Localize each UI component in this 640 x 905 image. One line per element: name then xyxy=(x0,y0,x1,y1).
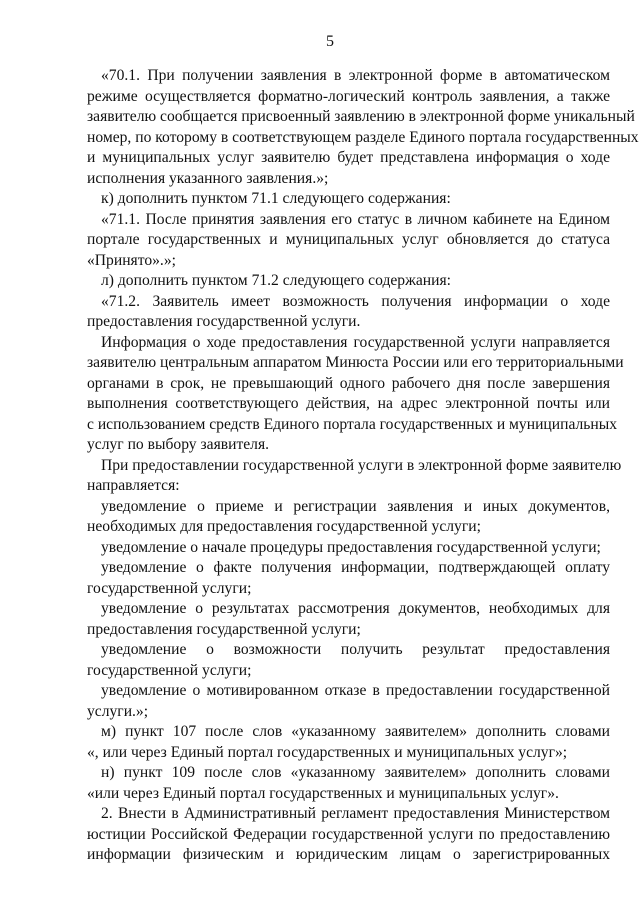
paragraph xyxy=(87,538,610,559)
paragraph xyxy=(87,456,622,497)
paragraph xyxy=(87,189,610,210)
text-line: «, или через Единый портал государственных и муниципальных услуг»; xyxy=(87,743,568,761)
paragraph xyxy=(87,66,639,189)
paragraph xyxy=(87,271,610,292)
paragraph xyxy=(87,722,610,763)
paragraph xyxy=(87,640,610,681)
text-line: уведомление о возможности получить результат предоставления xyxy=(101,641,610,658)
text-line: уведомление о приеме и регистрации заявления и иных документов, xyxy=(101,497,610,515)
text-line: уведомление о мотивированном отказе в предоставлении государственной xyxy=(101,682,610,699)
text-line: услуг по выбору заявителя. xyxy=(87,436,270,453)
text-line: уведомление о начале процедуры предоставления государственной услуги; xyxy=(101,538,601,556)
text-line: м) пункт 107 после слов «указанному заявителем» дополнить словами xyxy=(101,723,610,740)
text-line: «или через Единый портал государственных и муниципальных услуг». xyxy=(87,784,559,802)
text-line: «71.1. После принятия заявления его статус в личном кабинете на Едином xyxy=(101,210,610,228)
text-line: предоставления государственной услуги; xyxy=(87,620,361,638)
text-line: заявителю центральным аппаратом Минюста России или его территориальными xyxy=(87,354,624,371)
text-line: «71.2. Заявитель имеет возможность получения информации о ходе xyxy=(101,292,610,310)
text-line: государственной услуги; xyxy=(87,661,252,679)
text-line: юстиции Российской Федерации государственной услуги по предоставлению xyxy=(87,825,610,843)
text-line: номер, по которому в соответствующем разделе Единого портала государственных xyxy=(87,128,639,146)
text-line: заявителю сообщается присвоенный заявлению в электронной форме уникальный xyxy=(87,108,635,125)
text-line: и муниципальных услуг заявителю будет представлена информация о ходе xyxy=(87,149,610,166)
paragraph xyxy=(87,681,610,722)
text-line: Информация о ходе предоставления государственной услуги направляется xyxy=(101,333,610,351)
text-line: «70.1. При получении заявления в электронной форме в автоматическом xyxy=(101,67,610,84)
paragraph xyxy=(87,292,610,333)
text-line: к) дополнить пунктом 71.1 следующего содержания: xyxy=(101,190,451,207)
text-line: уведомление о результатах рассмотрения документов, необходимых для xyxy=(101,600,610,617)
text-line: л) дополнить пунктом 71.2 следующего содержания: xyxy=(101,272,451,289)
text-line: исполнения указанного заявления.»; xyxy=(87,169,329,187)
text-line: выполнения соответствующего действия, на адрес электронной почты или xyxy=(87,395,610,412)
text-line: органами в срок, не превышающий одного рабочего дня после завершения xyxy=(87,374,610,392)
paragraph xyxy=(87,333,624,456)
text-line: направляется: xyxy=(87,477,180,494)
paragraph xyxy=(87,763,610,804)
text-line: «Принято».»; xyxy=(87,251,176,269)
text-line: При предоставлении государственной услуги в электронной форме заявителю xyxy=(101,456,622,474)
paragraph xyxy=(87,804,610,866)
paragraph xyxy=(87,558,610,599)
document-body xyxy=(87,66,639,866)
text-line: информации физическим и юридическим лицам о зарегистрированных xyxy=(87,846,610,863)
text-line: услуги.»; xyxy=(87,702,149,720)
text-line: с использованием средств Единого портала государственных и муниципальных xyxy=(87,415,618,433)
text-line: необходимых для предоставления государственной услуги; xyxy=(87,518,481,535)
text-line: портале государственных и муниципальных услуг обновляется до статуса xyxy=(87,231,610,248)
text-line: н) пункт 109 после слов «указанному заявителем» дополнить словами xyxy=(101,764,610,781)
paragraph xyxy=(87,599,610,640)
text-line: уведомление о факте получения информации, подтверждающей оплату xyxy=(101,559,610,576)
text-line: режиме осуществляется форматно-логический контроль заявления, а также xyxy=(87,87,610,105)
paragraph xyxy=(87,497,610,538)
text-line: 2. Внести в Административный регламент предоставления Министерством xyxy=(101,805,610,822)
page-number: 5 xyxy=(326,33,334,50)
text-line: государственной услуги; xyxy=(87,579,252,597)
text-line: предоставления государственной услуги. xyxy=(87,313,361,330)
paragraph xyxy=(87,210,610,272)
